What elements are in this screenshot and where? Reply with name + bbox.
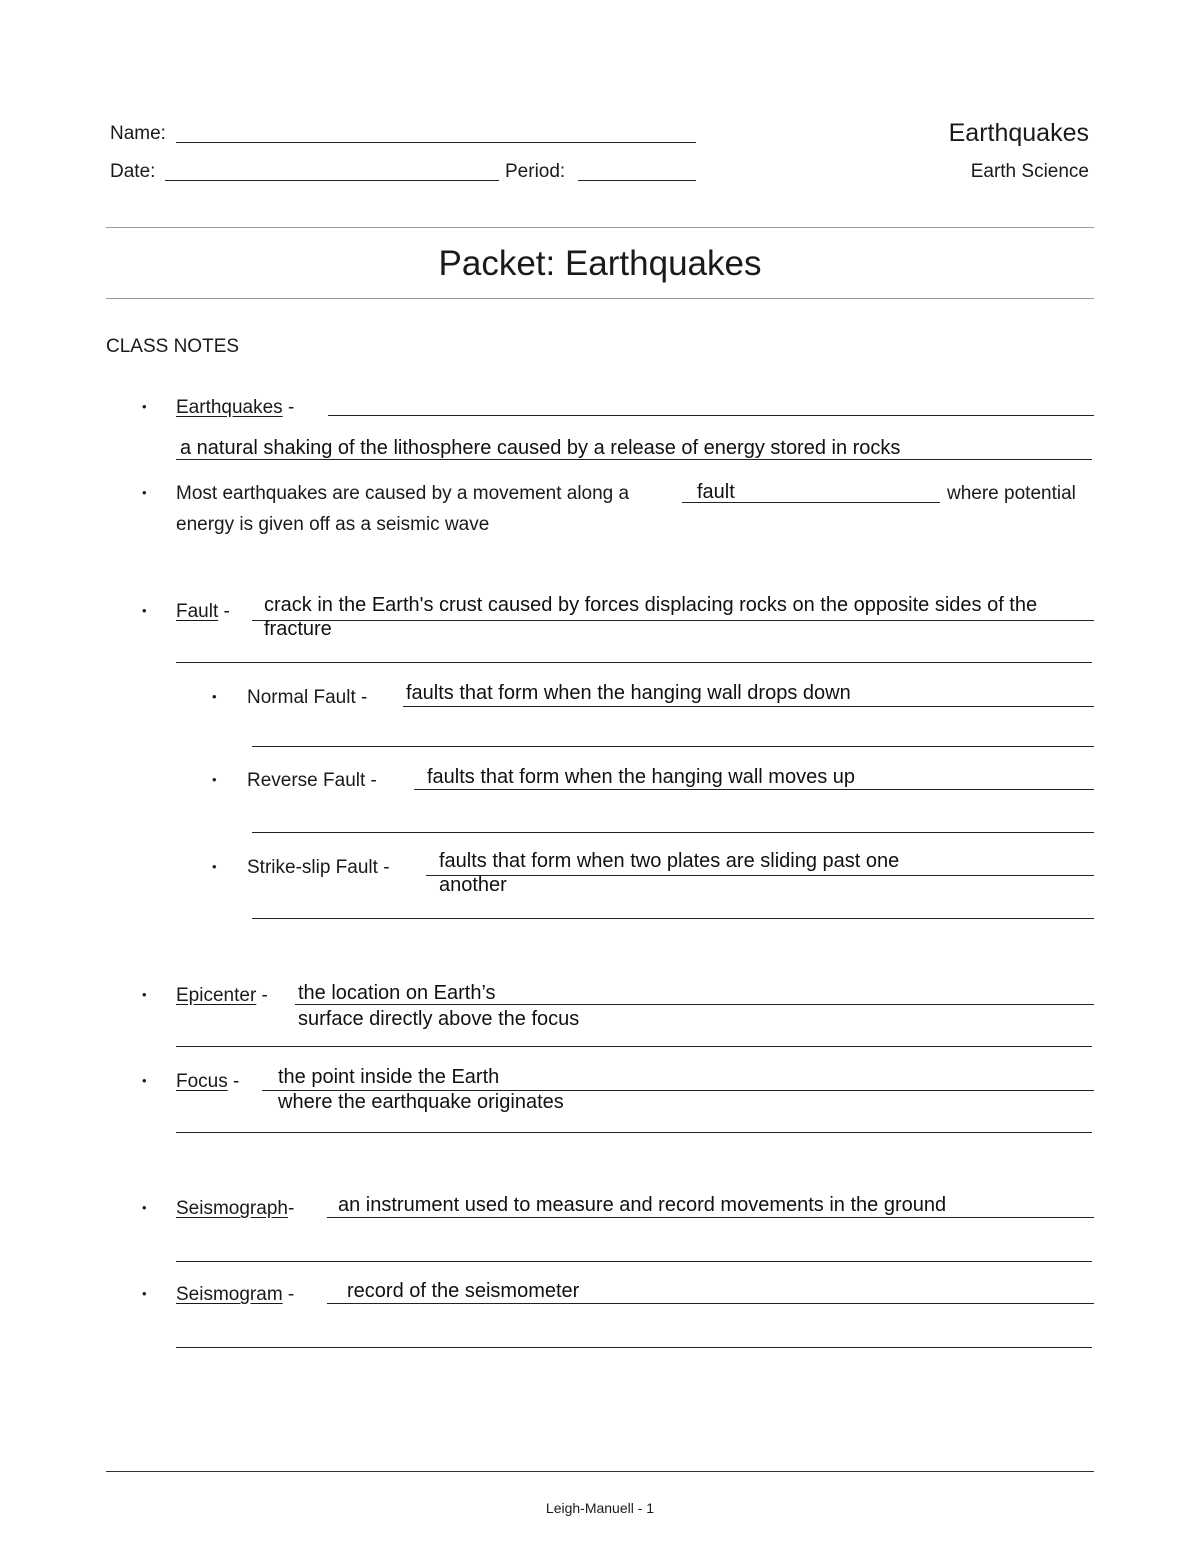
epicenter-answer-line2: surface directly above the focus (298, 1008, 580, 1030)
strike-answer-line1: faults that form when two plates are sliding past one (439, 850, 900, 872)
seismogram-term: Seismogram (176, 1284, 283, 1305)
epicenter-blank-2[interactable] (176, 1046, 1092, 1047)
topic-label: Earthquakes (948, 119, 1089, 147)
fault-sep: - (218, 601, 230, 622)
seismogram-blank-1[interactable] (327, 1303, 1094, 1304)
fault-answer-line1: crack in the Earth's crust caused by forces displacing rocks on the opposite sides of the (264, 594, 1038, 616)
epicenter-term: Epicenter (176, 985, 257, 1006)
focus-answer-line1: the point inside the Earth (278, 1066, 500, 1088)
seismograph-answer: an instrument used to measure and record movements in the ground (338, 1194, 947, 1216)
fault-term-row (176, 602, 230, 621)
reverse-answer: faults that form when the hanging wall moves up (427, 766, 856, 788)
footer-rule (106, 1471, 1094, 1472)
bullet-icon: • (142, 603, 147, 618)
epicenter-blank-1[interactable] (295, 1004, 1094, 1005)
earthquakes-blank-1[interactable] (328, 415, 1094, 416)
bullet-icon: • (142, 485, 147, 500)
fault-blank-1[interactable] (252, 620, 1094, 621)
reverse-blank-1[interactable] (414, 789, 1094, 790)
name-label: Name: (110, 123, 166, 144)
fault-blank-2[interactable] (176, 662, 1092, 663)
bullet-icon: • (142, 987, 147, 1002)
focus-term: Focus (176, 1071, 228, 1092)
seismograph-blank-2[interactable] (176, 1261, 1092, 1262)
earthquakes-term: Earthquakes (176, 397, 283, 418)
earthquakes-term-row (176, 398, 294, 417)
seismograph-term-row (176, 1199, 294, 1218)
focus-sep: - (227, 1071, 240, 1092)
normal-blank-1[interactable] (403, 706, 1094, 707)
bullet-icon: • (142, 1200, 147, 1215)
seismograph-sep: - (287, 1198, 295, 1219)
most-text-after: where potential (947, 483, 1076, 504)
page-title: Packet: Earthquakes (438, 244, 762, 283)
date-label: Date: (110, 161, 156, 182)
earthquakes-answer: a natural shaking of the lithosphere caused by a release of energy stored in rocks (180, 437, 901, 459)
focus-blank-2[interactable] (176, 1132, 1092, 1133)
epicenter-sep: - (256, 985, 268, 1006)
seismograph-blank-1[interactable] (327, 1217, 1094, 1218)
most-blank[interactable] (682, 502, 940, 503)
epicenter-answer-line1: the location on Earth’s (298, 982, 496, 1004)
seismogram-blank-2[interactable] (176, 1347, 1092, 1348)
strike-blank-1[interactable] (426, 875, 1094, 876)
reverse-blank-2[interactable] (252, 832, 1094, 833)
bullet-icon: • (212, 859, 217, 874)
reverse-term: Reverse Fault - (247, 770, 377, 791)
earthquakes-sep: - (282, 397, 295, 418)
seismogram-term-row (176, 1285, 294, 1304)
seismograph-term: Seismograph (176, 1198, 288, 1219)
normal-blank-2[interactable] (252, 746, 1094, 747)
subject-label: Earth Science (970, 161, 1089, 182)
title-bottom-rule (106, 298, 1094, 299)
most-text-line2: energy is given off as a seismic wave (176, 514, 490, 535)
most-text-before: Most earthquakes are caused by a movement along a (176, 483, 630, 504)
section-heading: CLASS NOTES (106, 336, 240, 357)
title-top-rule (106, 227, 1094, 228)
normal-term: Normal Fault - (247, 687, 368, 708)
strike-blank-2[interactable] (252, 918, 1094, 919)
epicenter-term-row (176, 986, 268, 1005)
period-blank[interactable] (578, 180, 696, 181)
bullet-icon: • (142, 399, 147, 414)
seismogram-sep: - (282, 1284, 295, 1305)
bullet-icon: • (142, 1073, 147, 1088)
focus-answer-line2: where the earthquake originates (278, 1091, 564, 1113)
seismogram-answer: record of the seismometer (347, 1280, 580, 1302)
bullet-icon: • (212, 689, 217, 704)
most-answer: fault (697, 481, 735, 503)
footer-text: Leigh-Manuell - 1 (545, 1500, 655, 1516)
date-blank[interactable] (165, 180, 499, 181)
name-blank[interactable] (176, 142, 696, 143)
strike-answer-line2: another (439, 874, 507, 896)
strike-term: Strike-slip Fault - (247, 857, 390, 878)
bullet-icon: • (142, 1286, 147, 1301)
normal-answer: faults that form when the hanging wall drops down (406, 682, 851, 704)
focus-term-row (176, 1072, 239, 1091)
bullet-icon: • (212, 772, 217, 787)
earthquakes-blank-2[interactable] (176, 459, 1092, 460)
fault-answer-line2: fracture (264, 618, 332, 640)
fault-term: Fault (176, 601, 219, 622)
period-label: Period: (505, 161, 566, 182)
